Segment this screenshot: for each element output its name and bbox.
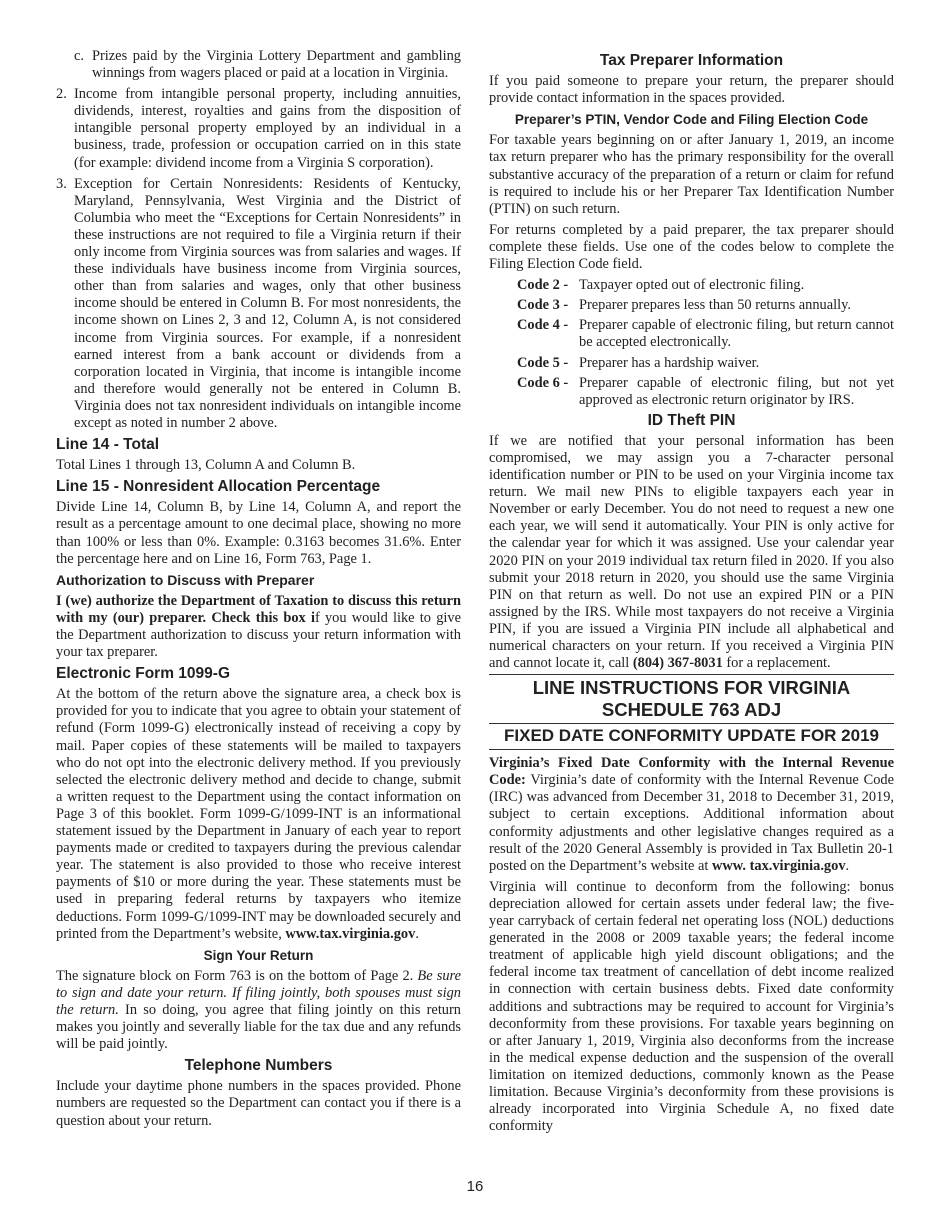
authorization-rest: f you would like to give the Department authorization to discuss your return information with your tax preparer.: [56, 609, 461, 661]
sign-return-text: [56, 968, 461, 1053]
filing-election-codes: [489, 277, 894, 409]
line-instructions-title-2: SCHEDULE 763 ADJ: [601, 699, 782, 721]
authorization-heading: Authorization to Discuss with Preparer: [56, 571, 315, 588]
code-label-text: Code 4: [517, 317, 560, 334]
code-text: Preparer capable of electronic filing, but not yet approved as electronic return originator by IRS.: [579, 374, 894, 408]
line15-text: Divide Line 14, Column B, by Line 14, Column A, and report the result as a percentage amount to one decimal place, showing no more than 100% or less than 0%. Example: 0.3163 becomes 31.6%. Enter the percentage here and on Line 16, Form 763, Page 1.: [56, 499, 461, 567]
code-text: Preparer prepares less than 50 returns annually.: [579, 297, 851, 314]
preparer-text: If you paid someone to prepare your return, the preparer should provide contact information in the spaces provided.: [489, 73, 894, 107]
code-item: [517, 375, 894, 409]
right-column: [489, 48, 894, 1139]
sign-italic: Be sure to sign and date your return. If filing jointly, both spouses must sign the return.: [56, 967, 462, 1018]
line15-heading: Line 15 - Nonresident Allocation Percentage: [56, 478, 381, 496]
code-dash: -: [563, 277, 569, 294]
ptin-text-2: For returns completed by a paid preparer, the tax preparer should complete these fields. Use one of the codes below to complete the Filing Election Code field.: [489, 221, 894, 273]
electronic-1099g-text: [56, 686, 461, 942]
code-label: [517, 277, 579, 294]
list-item-c: [74, 48, 461, 82]
divider: [489, 749, 894, 750]
fdc-website: www. tax.virginia.gov: [712, 857, 846, 874]
line14-heading: Line 14 - Total: [56, 436, 160, 454]
deconformity-text: Virginia will continue to deconform from the following: bonus depreciation allowed for certain assets under federal law; the five-year carryback of certain federal net operating loss (NOL) deductions generated in the 2008 or 2009 taxable years; the federal income treatment of applicable high yield discount obligations; and the federal income tax treatment of cancellation of debt income realized in connection with certain business debts. Fixed date conformity additions and subtractions may be required to account for Virginia’s deconformity from these provisions. For taxable years beginning on or after January 1, 2019, Virginia also deconforms from the increase in the medical expense deduction and the suspension of the overall limitation on itemized deductions, commonly known as the Pease limitation. Because Virginia’s deconformity from these provisions is already incorporated into Virginia Schedule A, no fixed date conformity: [489, 878, 894, 1135]
code-item: [517, 277, 894, 294]
list-item-2: [56, 86, 461, 171]
code-text: Taxpayer opted out of electronic filing.: [579, 277, 805, 294]
id-theft-phone: (804) 367-8031: [632, 655, 723, 672]
ptin-heading: Preparer’s PTIN, Vendor Code and Filing Election Code: [514, 112, 869, 128]
preparer-heading: Tax Preparer Information: [599, 52, 784, 69]
electronic-1099g-heading: Electronic Form 1099-G: [56, 665, 231, 683]
code-label: [517, 355, 579, 372]
id-theft-end: for a replacement.: [722, 655, 831, 672]
fdc-body: Virginia’s date of conformity with the Internal Revenue Code (IRC) was advanced from December 31, 2018 to December 31, 2019, subject to certain exceptions. Additional information about conformity adjustments and other legislative changes required as a result of the 2020 General Assembly is provided in Tax Bulletin 20-1 posted on the Department’s website at: [489, 772, 894, 874]
fixed-date-conformity-text: [489, 755, 894, 875]
left-column: [56, 48, 461, 1134]
period: .: [415, 925, 419, 942]
code-label-text: Code 6: [517, 374, 560, 391]
code-label-text: Code 3: [517, 297, 560, 314]
list-marker: 3.: [56, 175, 67, 192]
list-item-text: Income from intangible personal property, including annuities, dividends, interest, royalties and gains from the disposition of intangible personal property employed by an individual in a business, trade, profession or occupation carried on in this state (for example: dividend income from a Virginia S corporation).: [74, 86, 461, 171]
code-label: [517, 317, 579, 351]
code-text: Preparer has a hardship waiver.: [579, 354, 760, 371]
code-dash: -: [563, 354, 569, 371]
list-item-text: Exception for Certain Nonresidents: Residents of Kentucky, Maryland, Pennsylvania, West Virginia and the District of Columbia who meet the “Exceptions for Certain Nonresidents” in these instructions are not required to file a Virginia return if their only income from Virginia sources was from salaries and wages. If these individuals have business income from Virginia sources, other than from salaries and wages, only that other business income should be entered in Column B. For most nonresidents, the income shown on Lines 2, 3 and 12, Column A, is not considered income from Virginia sources. For example, if a nonresident earned interest from a bank account or dividends from a corporation located in Virginia, that income is intangible income and therefore would generally not be entered in Column B. Virginia does not tax nonresident individuals on intangible income except as noted in number 2 above.: [74, 175, 461, 431]
list-item-3: [56, 176, 461, 432]
line14-text: Total Lines 1 through 13, Column A and Column B.: [56, 457, 356, 474]
fdc-end: .: [845, 857, 850, 874]
code-dash: -: [563, 317, 569, 334]
code-item: [517, 355, 894, 372]
list-marker: 2.: [56, 86, 67, 103]
divider: [489, 723, 894, 724]
code-label: [517, 297, 579, 314]
id-theft-body: If we are notified that your personal information has been compromised, we may assign you a 7-character personal identification number or PIN to be used on your Virginia income tax return. We mail new PINs to eligible taxpayers each year in November or early December. You do not need to request a new one each year, we will send it automatically. Your PIN is only active for the calendar year for which it was assigned. Use your calendar year 2020 PIN on your 2019 individual tax return filed in 2020. If you also submit your 2018 return in 2020, you should use the same Virginia PIN on that return as well. Do not use an expired PIN or a PIN assigned by the IRS. While most taxpayers do not receive a Virginia PIN, if you are issued a Virginia PIN include all alphabetical and numerical characters on your return. If you received a Virginia PIN and cannot locate it, call: [489, 432, 894, 672]
code-label-text: Code 2: [517, 277, 560, 294]
divider: [489, 674, 894, 675]
authorization-text: [56, 593, 461, 661]
code-dash: -: [563, 297, 569, 314]
line-instructions-title: [489, 677, 894, 721]
authorization-bold: I (we) authorize the Department of Taxation to discuss this return with my (our) preparer. Check this box i: [56, 592, 461, 626]
sign-return-heading: Sign Your Return: [203, 947, 314, 963]
sign-text-start: The signature block on Form 763 is on the bottom of Page 2.: [56, 967, 418, 984]
fixed-date-conformity-title: FIXED DATE CONFORMITY UPDATE FOR 2019: [504, 726, 879, 746]
electronic-1099g-body: At the bottom of the return above the signature area, a check box is provided for you to indicate that you agree to obtain your statement of refund (Form 1099-G) electronically instead of receiving a copy by mail. Paper copies of these statements will be mailed to taxpayers who do not opt into the electronic delivery method. If you previously selected the electronic delivery method and decide to change, submit a written request to the Department using the contact information on Page 3 of this booklet. Form 1099-G/1099-INT is an informational statement issued by the Department in January of each year to report payments made or credited to taxpayers during the previous calendar year. The statement is also provided to those who receive interest payments of $10 or more during the year. These statements must be used in preparing federal returns by taxpayers who itemize deductions. Form 1099-G/1099-INT may be downloaded securely and printed from the Department’s website,: [56, 686, 461, 942]
id-theft-text: [489, 433, 894, 672]
line-instructions-title-1: LINE INSTRUCTIONS FOR VIRGINIA: [532, 677, 851, 699]
fdc-bold: Virginia’s Fixed Date Conformity with the Internal Revenue Code:: [489, 755, 894, 789]
code-item: [517, 297, 894, 314]
sign-text-end: In so doing, you agree that filing jointly on this return makes you jointly and severally liable for the tax due and any refunds will be paid jointly.: [56, 1001, 461, 1053]
website-link: www.tax.virginia.gov: [285, 925, 416, 942]
list-marker: c.: [74, 48, 84, 64]
code-label: [517, 375, 579, 409]
telephone-text: Include your daytime phone numbers in the spaces provided. Phone numbers are requested so the Department can contact you if there is a question about your return.: [56, 1078, 461, 1129]
code-text: Preparer capable of electronic filing, but return cannot be accepted electronically.: [579, 317, 894, 351]
code-dash: -: [563, 374, 569, 391]
ptin-text-1: For taxable years beginning on or after January 1, 2019, an income tax return preparer who has the primary responsibility for the overall substantive accuracy of the preparation of a return or claim for refund is required to include his or her Preparer Tax Identification Number (PTIN) on such return.: [489, 132, 894, 217]
list-item-text: Prizes paid by the Virginia Lottery Department and gambling winnings from wagers placed or paid at a location in Virginia.: [92, 48, 461, 82]
code-item: [517, 317, 894, 351]
page-number: 16: [466, 1178, 484, 1195]
code-label-text: Code 5: [517, 354, 560, 371]
id-theft-heading: ID Theft PIN: [647, 411, 736, 429]
telephone-heading: Telephone Numbers: [184, 1057, 333, 1075]
